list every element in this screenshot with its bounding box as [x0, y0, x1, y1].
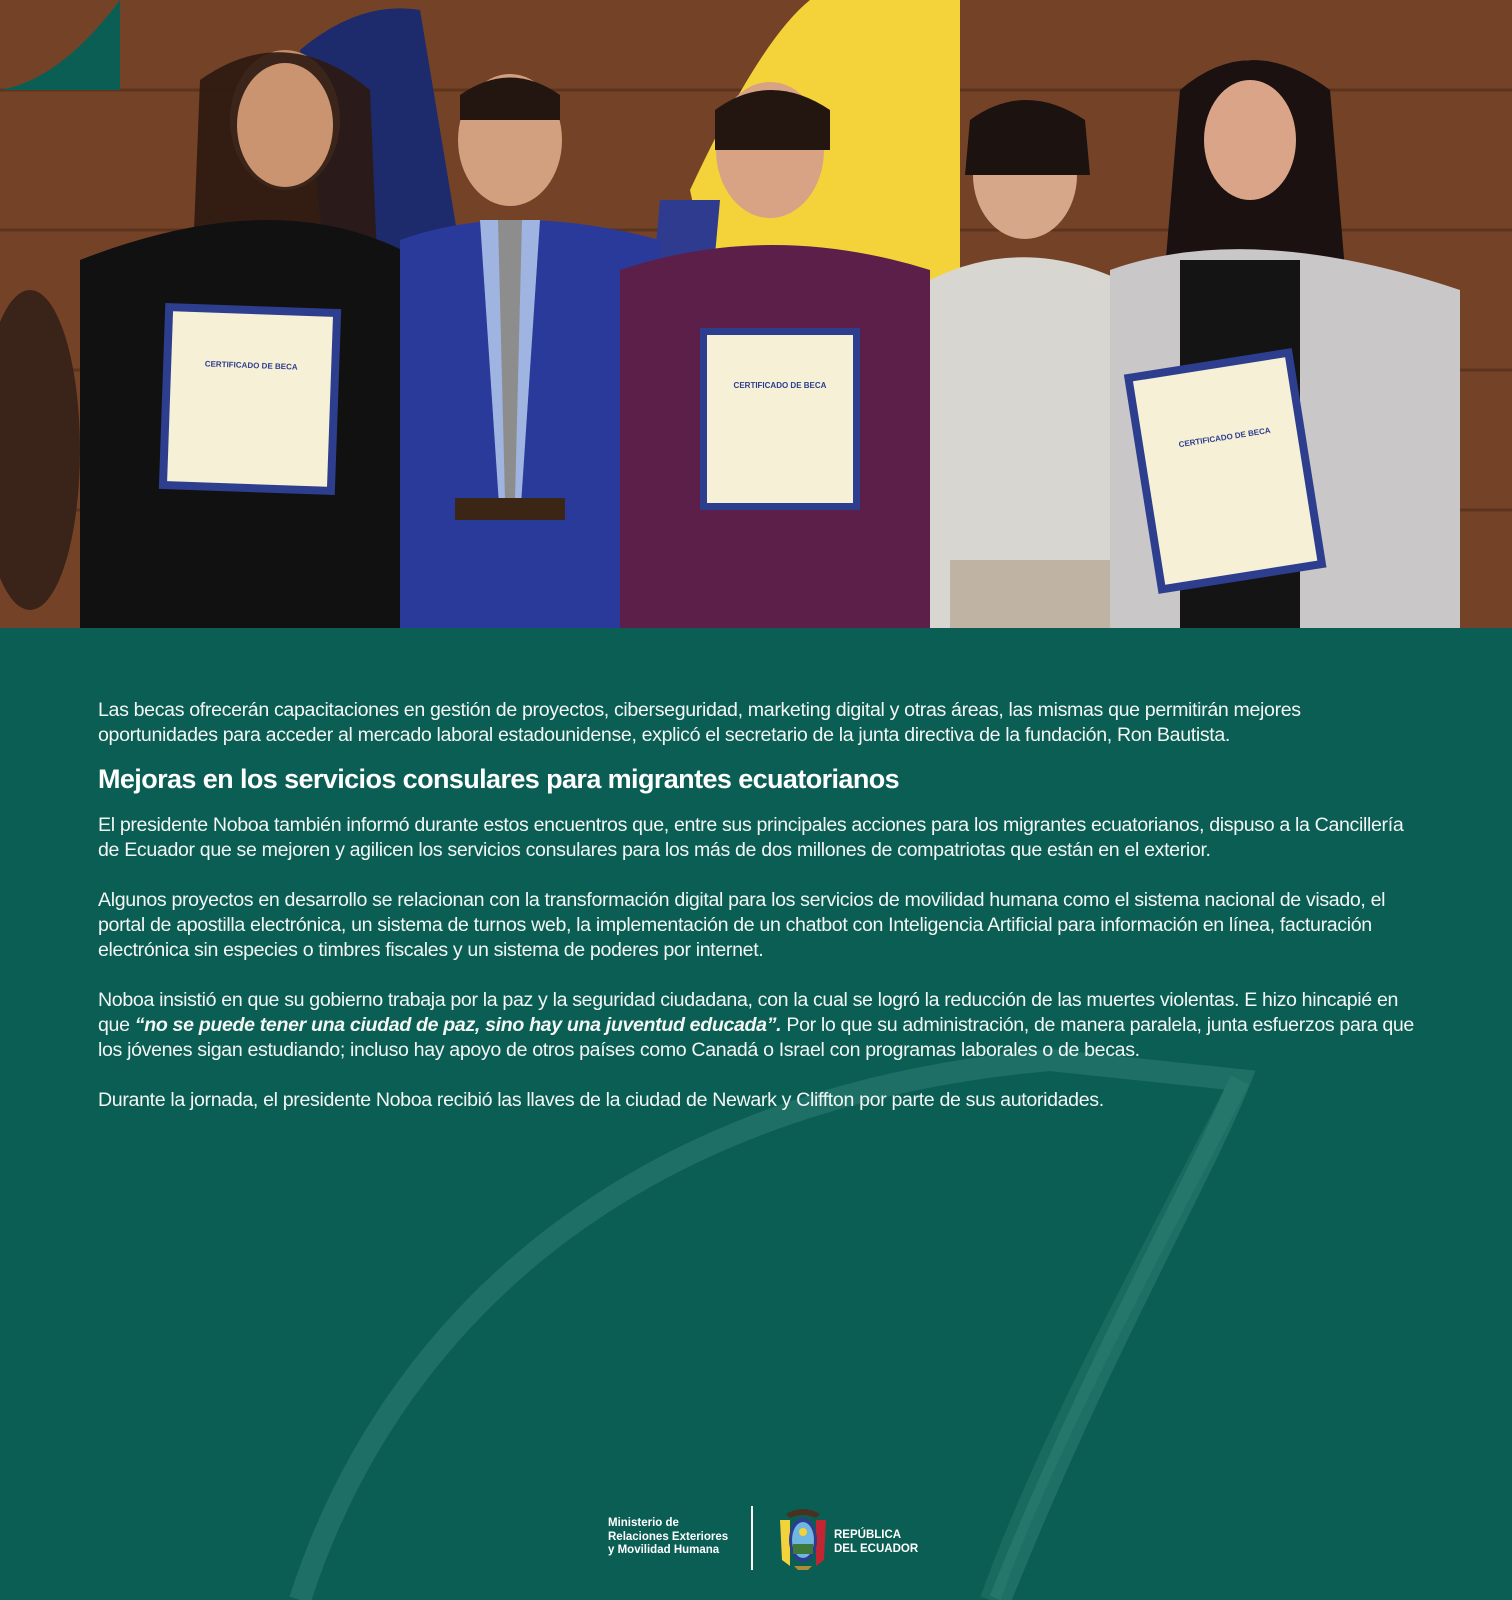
paragraph-security-rest: Por lo que su administración, de manera paralela, junta esfuerzos para que los jóvenes sigan estudiando; incluso hay apoyo de otros países como Canadá o Israel con programas laborales o de becas.: [98, 1014, 1414, 1061]
article-body: [98, 698, 1416, 1138]
coat-of-arms-icon: [772, 1506, 834, 1570]
intro-paragraph: Las becas ofrecerán capacitaciones en gestión de proyectos, ciberseguridad, marketing digital y otras áreas, las mismas que permitirán mejores oportunidades para acceder al mercado laboral estadounidense, explicó el secretario de la junta directiva de la fundación, Ron Bautista.: [98, 699, 1301, 746]
ministry-line-2: Relaciones Exteriores: [608, 1530, 729, 1543]
svg-text:CERTIFICADO DE BECA: CERTIFICADO DE BECA: [204, 359, 298, 372]
paragraph-security: [98, 988, 1416, 1063]
ministry-line-3: y Movilidad Humana: [608, 1544, 720, 1556]
footer-divider: [751, 1506, 753, 1570]
certificate-2: [700, 328, 860, 510]
paragraph-digital-projects: Algunos proyectos en desarrollo se relacionan con la transformación digital para los servicios de movilidad humana como el sistema nacional de visado, el portal de apostilla electrónica, un sistema de turnos web, la implementación de un chatbot con Inteligencia Artificial para información en línea, facturación electrónica sin especies o timbres fiscales y un sistema de poderes por internet.: [98, 889, 1386, 961]
group-photo-icon: [0, 0, 1512, 628]
paragraph-security-intro: Noboa insistió en que su gobierno trabaja por la paz y la seguridad ciudadana, con la cual se logró la reducción de las muertes violentas. E hizo hincapié en que: [98, 989, 1399, 1036]
paragraph-keys-to-city: Durante la jornada, el presidente Noboa recibió las llaves de la ciudad de Newark y Cliffton por parte de sus autoridades.: [98, 1089, 1104, 1111]
republic-line-1: REPÚBLICA: [834, 1529, 902, 1541]
header-photo: [0, 0, 1512, 628]
svg-text:CERTIFICADO DE BECA: CERTIFICADO DE BECA: [733, 381, 827, 390]
certificate-1: [159, 303, 341, 495]
republic-line-2: DEL ECUADOR: [834, 1543, 919, 1555]
certificate-3: [1124, 348, 1327, 594]
section-heading: Mejoras en los servicios consulares para migrantes ecuatorianos: [98, 764, 900, 794]
footer-logos: [608, 1506, 928, 1570]
republic-logo-text: [834, 1528, 934, 1556]
photo-corner-curve: [0, 0, 120, 90]
paragraph-consular-services: El presidente Noboa también informó durante estos encuentros que, entre sus principales acciones para los migrantes ecuatorianos, dispuso a la Cancillería de Ecuador que se mejoren y agilicen los servicios consulares para los más de dos millones de compatriotas que están en el exterior.: [98, 814, 1404, 861]
ministry-logo-text: [608, 1517, 748, 1558]
ministry-line-1: Ministerio de: [608, 1517, 679, 1529]
svg-text:CERTIFICADO DE BECA: CERTIFICADO DE BECA: [1178, 425, 1272, 450]
quote: “no se puede tener una ciudad de paz, sino hay una juventud educada”.: [134, 1014, 782, 1036]
